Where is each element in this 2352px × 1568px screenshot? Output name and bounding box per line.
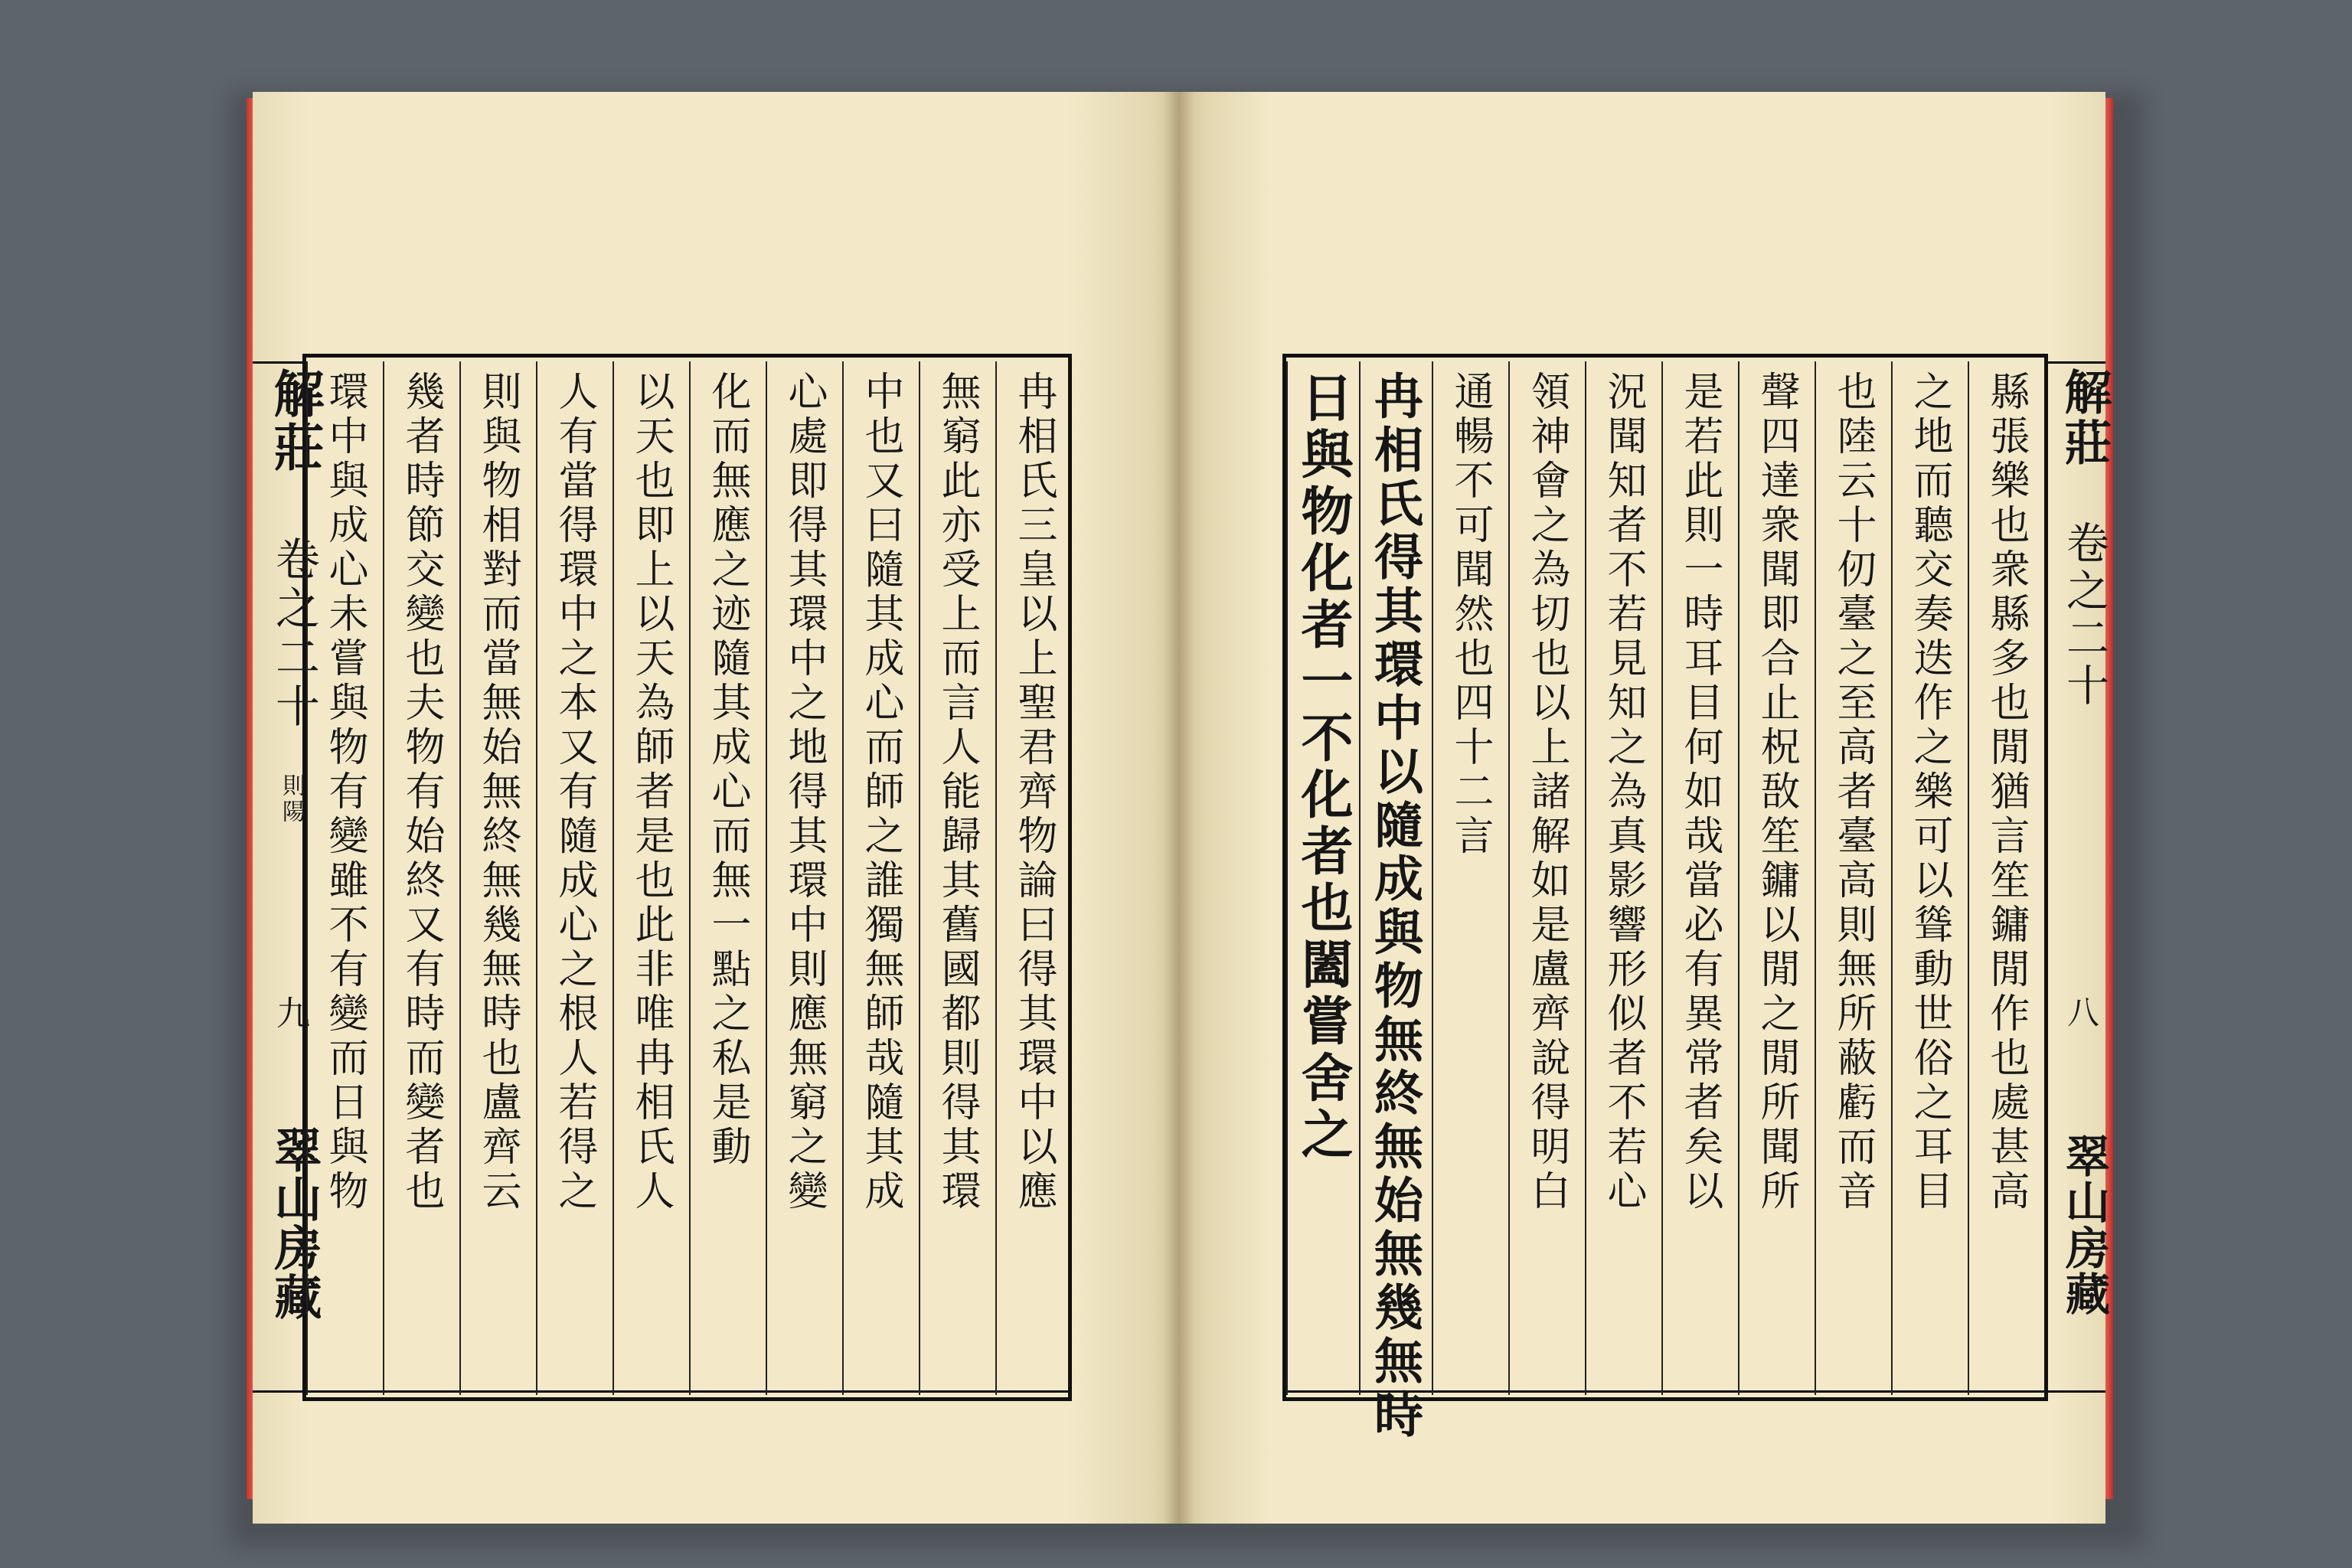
- right-column-8: [1432, 361, 1508, 1395]
- right-margin-volume: 卷之二十: [2060, 521, 2109, 710]
- left-column-10: [306, 361, 383, 1395]
- left-column-6-text: 以天也即上以天為師者是也此非唯冉相氏人: [628, 371, 674, 1214]
- left-column-8-text: 則與物相對而當無始無終無幾無時也盧齊云: [475, 371, 521, 1214]
- right-column-5: [1661, 361, 1738, 1395]
- left-column-4: [766, 361, 842, 1395]
- left-margin-section: 則陽: [278, 773, 305, 825]
- left-column-5-text: 化而無應之迹隨其成心而無一點之私是動: [704, 371, 750, 1170]
- right-top-rule: [2044, 361, 2105, 364]
- right-column-6: [1585, 361, 1661, 1395]
- left-margin-title: 解莊: [265, 368, 325, 475]
- right-margin-publisher: 翠山房藏: [2058, 1133, 2110, 1317]
- left-margin-page-number: 九: [270, 995, 309, 1029]
- right-large-column-2-text: 日與物化者一不化者也闔嘗舍之: [1292, 371, 1354, 1164]
- right-column-7-text: 領神會之為切也以上諸解如是盧齊說得明白: [1524, 371, 1570, 1214]
- right-column-2-text: 之地而聽交奏迭作之樂可以聳動世俗之耳目: [1906, 371, 1952, 1214]
- left-column-10-text: 環中與成心未嘗與物有變雖不有變而日與物: [322, 371, 368, 1214]
- left-column-1: [995, 361, 1072, 1395]
- right-column-6-text: 況聞知者不若見知之為真影響形似者不若心: [1600, 371, 1646, 1214]
- left-top-rule: [253, 361, 306, 364]
- right-column-8-text: 通暢不可聞然也四十二言: [1447, 371, 1493, 859]
- left-column-7-text: 人有當得環中之本又有隨成心之根人若得之: [551, 371, 597, 1214]
- right-column-4: [1738, 361, 1815, 1395]
- left-column-2-text: 無窮此亦受上而言人能歸其舊國都則得其環: [934, 371, 980, 1214]
- left-column-2: [919, 361, 995, 1395]
- left-column-5: [689, 361, 766, 1395]
- left-margin-publisher: 翠山房藏: [266, 1125, 322, 1321]
- left-column-6: [612, 361, 689, 1395]
- left-column-4-text: 心處即得其環中之地得其環中則應無窮之變: [781, 371, 827, 1214]
- right-column-1: [1968, 361, 2044, 1395]
- right-column-5-text: 是若此則一時耳目何如哉當必有異常者矣以: [1677, 371, 1723, 1214]
- right-column-4-text: 聲四達衆聞即合止柷敔笙鏞以閒之閒所聞所: [1753, 371, 1799, 1214]
- left-column-1-text: 冉相氏三皇以上聖君齊物論曰得其環中以應: [1011, 371, 1057, 1214]
- left-margin-volume: 卷之二十: [268, 536, 320, 732]
- right-large-column-1: [1359, 361, 1432, 1442]
- left-column-3: [842, 361, 919, 1395]
- right-margin-title: 解莊: [2056, 368, 2112, 469]
- left-column-8: [459, 361, 536, 1395]
- book-gutter: [1164, 92, 1194, 1524]
- right-large-column-2: [1286, 361, 1359, 1395]
- right-margin-page-number: 八: [2063, 995, 2100, 1027]
- left-column-9: [383, 361, 459, 1395]
- right-column-1-text: 縣張樂也衆縣多也閒猶言笙鏞閒作也處甚高: [1983, 371, 2029, 1214]
- right-column-7: [1508, 361, 1585, 1395]
- left-column-9-text: 幾者時節交變也夫物有始終又有時而變者也: [398, 371, 444, 1214]
- right-column-3-text: 也陸云十仞臺之至高者臺高則無所蔽虧而音: [1830, 371, 1876, 1214]
- right-large-column-1-text: 冉相氏得其環中以隨成與物無終無始無幾無時: [1366, 371, 1423, 1442]
- right-column-3: [1815, 361, 1891, 1395]
- left-column-3-text: 中也又曰隨其成心而師之誰獨無師哉隨其成: [858, 371, 903, 1214]
- right-column-2: [1891, 361, 1968, 1395]
- left-column-7: [536, 361, 612, 1395]
